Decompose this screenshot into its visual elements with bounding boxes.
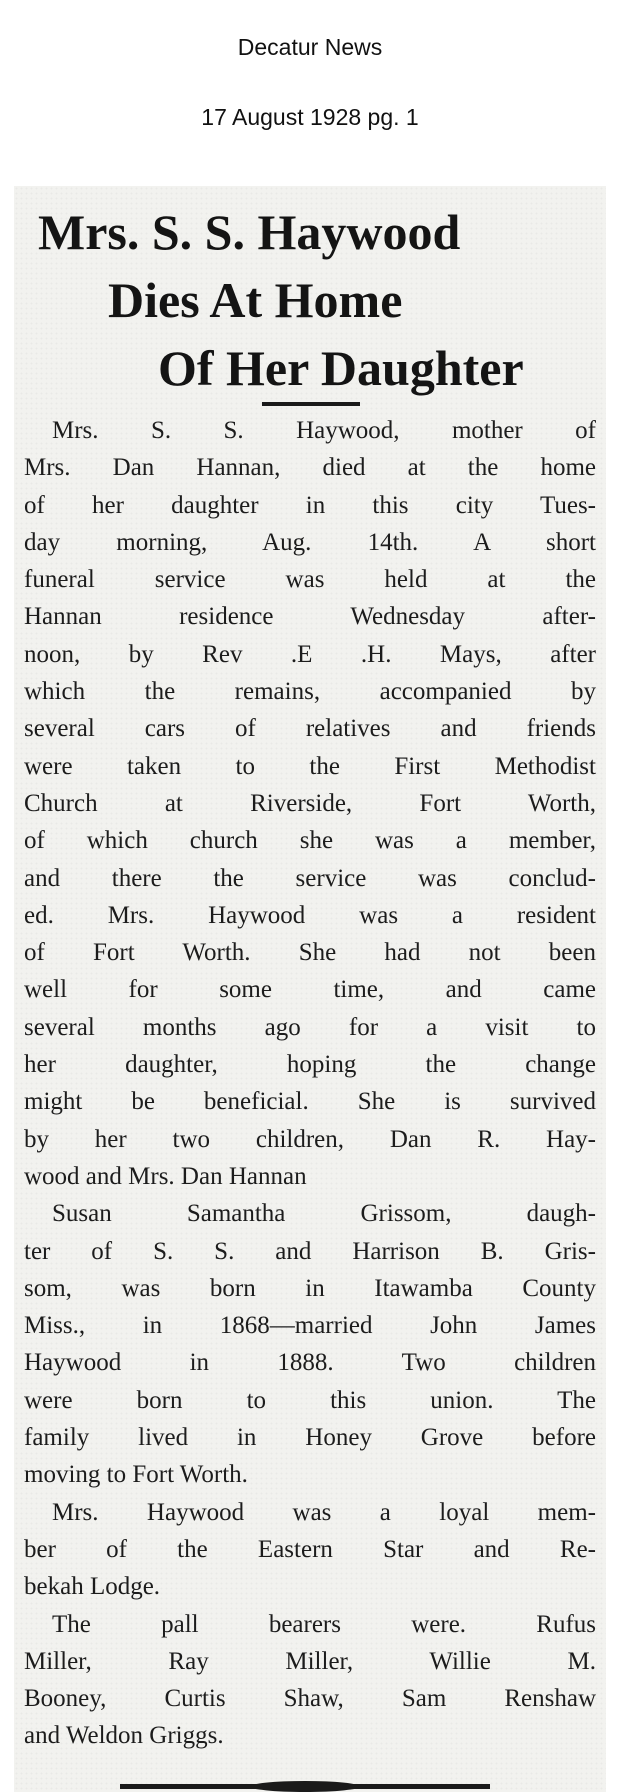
article-line: might be beneficial. She is survived [24, 1088, 596, 1116]
headline-line-2: Dies At Home [108, 272, 403, 328]
article-line: Susan Samantha Grissom, daugh- [52, 1200, 596, 1228]
article-line: by her two children, Dan R. Hay- [24, 1125, 596, 1153]
newspaper-clipping [14, 186, 606, 1792]
article-line: family lived in Honey Grove before [24, 1424, 596, 1452]
article-line: her daughter, hoping the change [24, 1051, 596, 1079]
article-line: noon, by Rev .E .H. Mays, after [24, 640, 596, 668]
article-line: of her daughter in this city Tues- [24, 491, 596, 519]
newspaper-name: Decatur News [237, 34, 383, 60]
headline-line-1: Mrs. S. S. Haywood [38, 204, 461, 260]
article-line: Booney, Curtis Shaw, Sam Renshaw [24, 1685, 596, 1713]
end-ornament-rule [120, 1784, 490, 1789]
article-line: and Weldon Griggs. [24, 1722, 224, 1750]
article-line: of which church she was a member, [24, 827, 596, 855]
publication-date: 17 August 1928 pg. 1 [201, 104, 419, 130]
article-line: wood and Mrs. Dan Hannan [24, 1162, 307, 1190]
article-line: Haywood in 1888. Two children [24, 1349, 596, 1377]
article-line: several months ago for a visit to [24, 1013, 596, 1041]
article-line: Mrs. S. S. Haywood, mother of [52, 417, 596, 444]
article-line: som, was born in Itawamba County [24, 1274, 596, 1302]
article-line: moving to Fort Worth. [24, 1461, 248, 1489]
article-body [24, 412, 596, 1755]
headline-divider [262, 402, 360, 406]
article-line: Miss., in 1868—married John James [24, 1312, 596, 1340]
article-line: Church at Riverside, Fort Worth, [24, 789, 596, 817]
article-line: day morning, Aug. 14th. A short [24, 528, 596, 556]
article-line: of Fort Worth. She had not been [24, 939, 596, 967]
article-line: Mrs. Dan Hannan, died at the home [24, 454, 596, 482]
headline-line-3: Of Her Daughter [158, 340, 524, 396]
article-line: were born to this union. The [24, 1386, 596, 1414]
article-line: well for some time, and came [24, 976, 596, 1004]
article-line: and there the service was conclud- [24, 864, 596, 892]
article-line: ter of S. S. and Harrison B. Gris- [24, 1237, 596, 1265]
article-line: Miller, Ray Miller, Willie M. [24, 1647, 596, 1675]
article-line: which the remains, accompanied by [24, 678, 596, 706]
article-line: funeral service was held at the [24, 566, 596, 594]
article-line: Mrs. Haywood was a loyal mem- [52, 1498, 596, 1526]
article-line: were taken to the First Methodist [24, 752, 596, 780]
article-line: ed. Mrs. Haywood was a resident [24, 901, 596, 929]
article-line: The pall bearers were. Rufus [52, 1610, 596, 1638]
article-line: Hannan residence Wednesday after- [24, 603, 596, 631]
article-line: bekah Lodge. [24, 1573, 161, 1601]
article-line: ber of the Eastern Star and Re- [24, 1535, 596, 1563]
article-line: several cars of relatives and friends [24, 715, 596, 743]
